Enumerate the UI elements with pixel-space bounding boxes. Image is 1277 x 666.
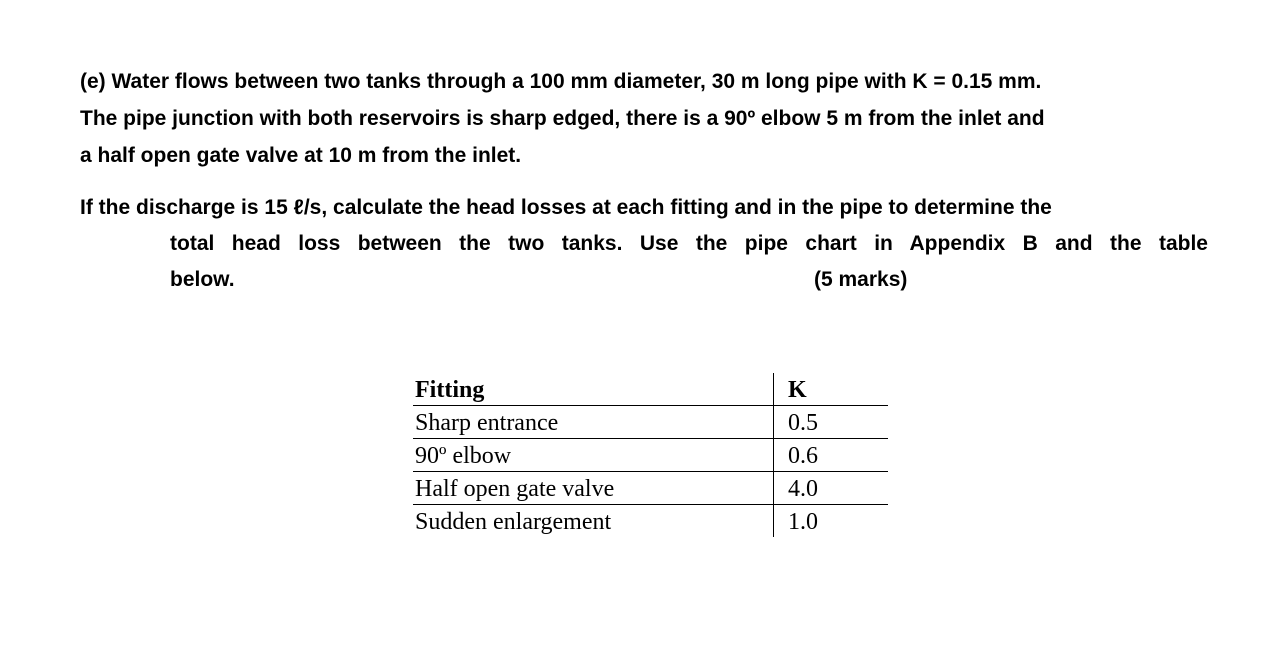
fitting-name: Half open gate valve bbox=[413, 472, 774, 505]
task-line-1: If the discharge is 15 ℓ/s, calculate the head losses at each fitting and in the pipe to determine the bbox=[80, 196, 1052, 219]
table-row bbox=[413, 505, 888, 538]
question-line-3: a half open gate valve at 10 m from the inlet. bbox=[80, 144, 522, 167]
question-line-2: The pipe junction with both reservoirs is sharp edged, there is a 90º elbow 5 m from the inlet and bbox=[80, 107, 1045, 130]
question-line-1: (e) Water flows between two tanks through a 100 mm diameter, 30 m long pipe with K = 0.15 mm. bbox=[80, 70, 1042, 93]
task-line-3: below. bbox=[170, 268, 235, 291]
marks-label: (5 marks) bbox=[814, 268, 908, 291]
fitting-name: 90º elbow bbox=[413, 439, 774, 472]
fitting-name: Sudden enlargement bbox=[415, 509, 612, 535]
table-row bbox=[413, 406, 888, 439]
table-header-row bbox=[413, 373, 888, 406]
fittings-table bbox=[413, 373, 888, 537]
fitting-k-value: 4.0 bbox=[774, 472, 889, 505]
table-row bbox=[413, 439, 888, 472]
fitting-k-value: 0.5 bbox=[774, 406, 889, 439]
fitting-name: Sharp entrance bbox=[413, 406, 774, 439]
header-k: K bbox=[774, 373, 889, 406]
header-fitting: Fitting bbox=[413, 373, 774, 406]
fitting-k-value: 1.0 bbox=[774, 505, 889, 538]
question-part-e bbox=[80, 63, 1045, 174]
task-line-2: total head loss between the two tanks. Use the pipe chart in Appendix B and the table bbox=[170, 232, 1208, 255]
fitting-k-value: 0.6 bbox=[774, 439, 889, 472]
table-row bbox=[413, 472, 888, 505]
